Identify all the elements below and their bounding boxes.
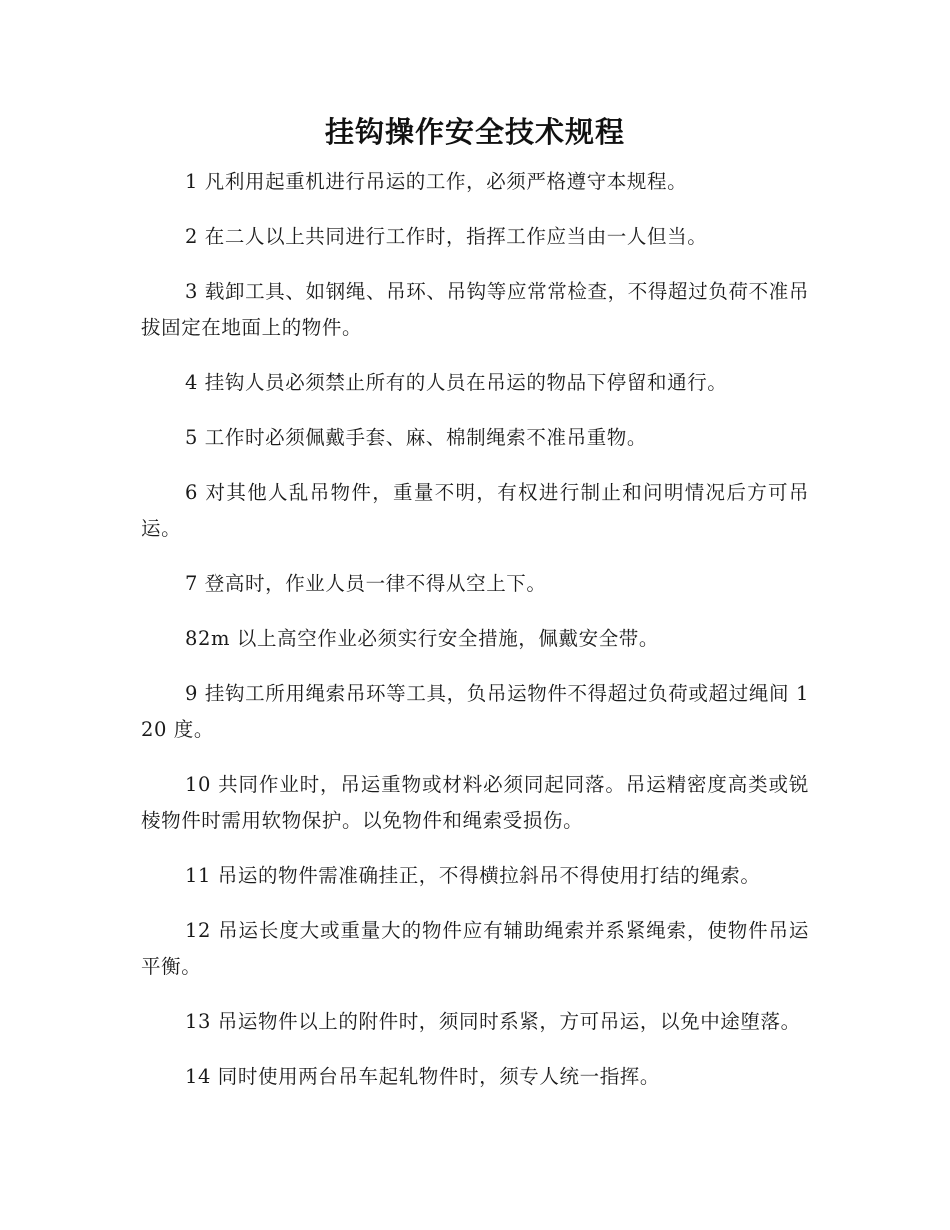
paragraph-14: 14 同时使用两台吊车起轧物件时，须专人统一指挥。 [185, 1065, 661, 1088]
paragraph-3: 3 载卸工具、如钢绳、吊环、吊钩等应常常检查，不得超过负荷不准吊拔固定在地面上的物件。 [141, 280, 809, 339]
paragraph-9: 9 挂钩工所用绳索吊环等工具，负吊运物件不得超过负荷或超过绳间 120 度。 [141, 682, 809, 741]
paragraph-1: 1 凡利用起重机进行吊运的工作，必须严格遵守本规程。 [185, 170, 688, 193]
paragraph-13: 13 吊运物件以上的附件时，须同时系紧，方可吊运，以免中途堕落。 [185, 1010, 801, 1033]
paragraph-6: 6 对其他人乱吊物件，重量不明，有权进行制止和问明情况后方可吊运。 [141, 481, 809, 540]
paragraph-7: 7 登高时，作业人员一律不得从空上下。 [185, 572, 547, 595]
paragraph-8: 82m 以上高空作业必须实行安全措施，佩戴安全带。 [185, 627, 660, 650]
paragraph-4: 4 挂钩人员必须禁止所有的人员在吊运的物品下停留和通行。 [185, 371, 728, 394]
paragraph-2: 2 在二人以上共同进行工作时，指挥工作应当由一人但当。 [185, 225, 708, 248]
paragraph-5: 5 工作时必须佩戴手套、麻、棉制绳索不准吊重物。 [185, 426, 648, 449]
paragraph-11: 11 吊运的物件需准确挂正，不得横拉斜吊不得使用打结的绳索。 [185, 864, 761, 887]
paragraph-12: 12 吊运长度大或重量大的物件应有辅助绳索并系紧绳索，使物件吊运平衡。 [141, 919, 809, 978]
document-body [141, 164, 809, 1114]
document-title: 挂钩操作安全技术规程 [324, 115, 625, 149]
paragraph-10: 10 共同作业时，吊运重物或材料必须同起同落。吊运精密度高类或锐棱物件时需用软物保护。以免物件和绳索受损伤。 [141, 773, 809, 832]
